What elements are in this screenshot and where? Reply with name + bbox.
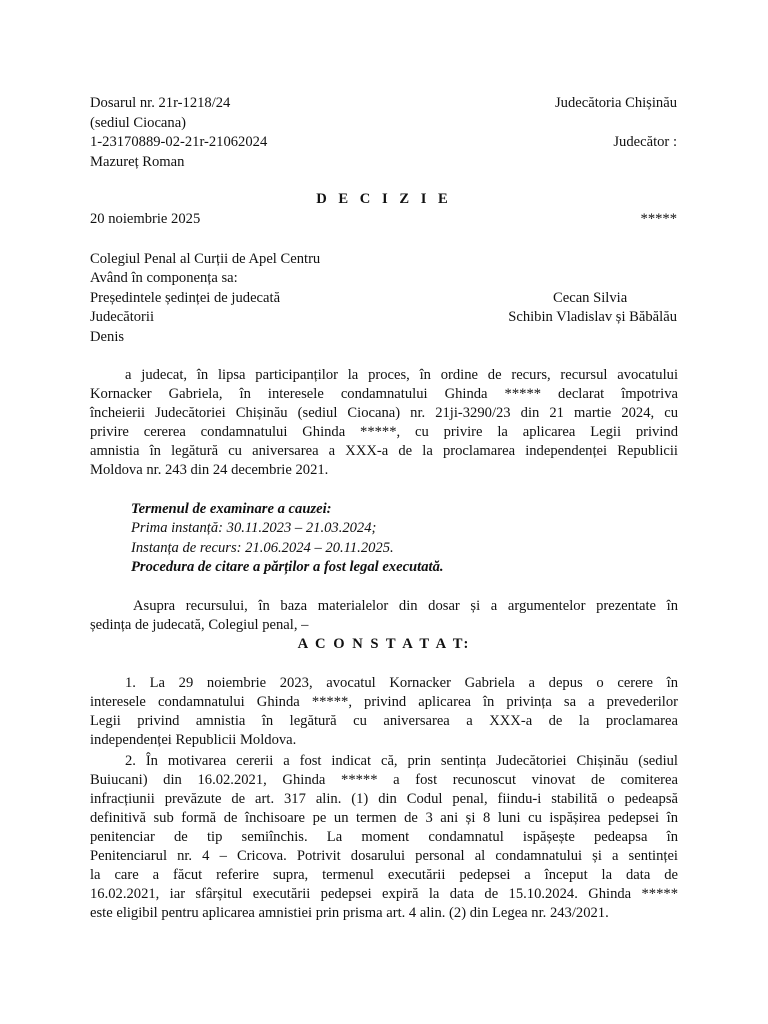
document-title: D E C I Z I E	[316, 191, 452, 207]
point-line: Buiucani) din 16.02.2021, Ghinda ***** a fost recunoscut vinovat de comiterea	[90, 772, 678, 788]
point-1-paragraph	[90, 674, 678, 750]
consideration-paragraph	[90, 597, 678, 635]
intro-line: a judecat, în lipsa participanților la proces, în ordine de recurs, recursul avocatului	[125, 367, 678, 383]
point-line: 2. În motivarea cererii a fost indicat că, prin sentința Judecătoriei Chișinău (sediul	[125, 753, 678, 769]
point-line: interesele condamnatului Ghinda *****, privind aplicarea în privința sa a prevederilor	[90, 694, 678, 710]
section-heading-constatat: A C O N S T A T A T:	[297, 636, 471, 652]
point-line: Legii privind amnistia în legătură cu aniversarea a XXX-a de la proclamarea	[90, 713, 678, 729]
judges-names-continued: Denis	[90, 329, 125, 345]
intro-line: privire cererea condamnatului Ghinda *****, cu privire la aplicarea Legii privind	[90, 424, 678, 440]
panel-court-name: Colegiul Penal al Curții de Apel Centru	[90, 251, 321, 267]
intro-line: Moldova nr. 243 din 24 decembrie 2021.	[90, 462, 329, 478]
terms-appeal-instance: Instanța de recurs: 21.06.2024 – 20.11.2025.	[131, 540, 394, 556]
consideration-line: ședința de judecată, Colegiul penal, –	[90, 617, 309, 633]
terms-heading: Termenul de examinare a cauzei:	[131, 501, 332, 517]
case-identifier: 1-23170889-02-21r-21062024	[90, 134, 268, 150]
case-number: Dosarul nr. 21r-1218/24	[90, 95, 231, 111]
point-line: la care a făcut referire supra, termenul executării pedepsei a început la data de	[90, 867, 678, 883]
president-label: Președintele ședinței de judecată	[90, 290, 281, 306]
panel-composition: Având în componența sa:	[90, 270, 238, 286]
point-line: independenței Republicii Moldova.	[90, 732, 297, 748]
intro-line: Kornacker Gabriela, în interesele condamnatului Ghinda ***** declarat împotriva	[90, 386, 678, 402]
anonymized-stars: *****	[640, 211, 677, 227]
point-line: 1. La 29 noiembrie 2023, avocatul Kornacker Gabriela a depus o cerere în	[125, 675, 678, 691]
intro-line: amnistia în legătură cu aniversarea a XXX-a de la proclamarea independenței Republicii	[90, 443, 678, 459]
judge-label: Judecător :	[613, 134, 677, 150]
judges-names: Schibin Vladislav și Băbălău	[508, 309, 677, 325]
point-line: infracțiunii prevăzute de art. 317 alin. (1) din Codul penal, fiindu-i stabilită o pedeapsă	[90, 791, 678, 807]
intro-paragraph	[90, 366, 678, 480]
court-name: Judecătoria Chișinău	[555, 95, 677, 111]
point-line: este eligibil pentru aplicarea amnistiei prin prisma art. 4 alin. (2) din Legea nr. 243/2021.	[90, 905, 609, 921]
point-line: 16.02.2021, iar sfârșitul executării pedepsei expiră la data de 15.10.2024. Ghinda *****	[90, 886, 678, 902]
intro-line: încheierii Judecătoriei Chișinău (sediul Ciocana) nr. 21ji-3290/23 din 21 martie 2024, cu	[90, 405, 678, 421]
consideration-line: Asupra recursului, în baza materialelor din dosar și a argumentelor prezentate în	[133, 598, 678, 614]
president-name: Cecan Silvia	[553, 290, 628, 306]
point-line: Penitenciarul nr. 4 – Cricova. Potrivit dosarului personal al condamnatului și a sentinței	[90, 848, 678, 864]
court-branch: (sediul Ciocana)	[90, 115, 187, 131]
point-2-paragraph	[90, 752, 678, 923]
judge-name: Mazureț Roman	[90, 154, 185, 170]
decision-date: 20 noiembrie 2025	[90, 211, 201, 227]
terms-procedure: Procedura de citare a părților a fost legal executată.	[131, 559, 444, 575]
terms-first-instance: Prima instanță: 30.11.2023 – 21.03.2024;	[131, 520, 377, 536]
point-line: penitenciar de tip semiînchis. La moment condamnatul ispășește pedeapsa în	[90, 829, 678, 845]
judges-label: Judecătorii	[90, 309, 155, 325]
point-line: definitivă sub formă de închisoare pe un termen de 3 ani și 8 luni cu ispășirea pedepsei în	[90, 810, 678, 826]
